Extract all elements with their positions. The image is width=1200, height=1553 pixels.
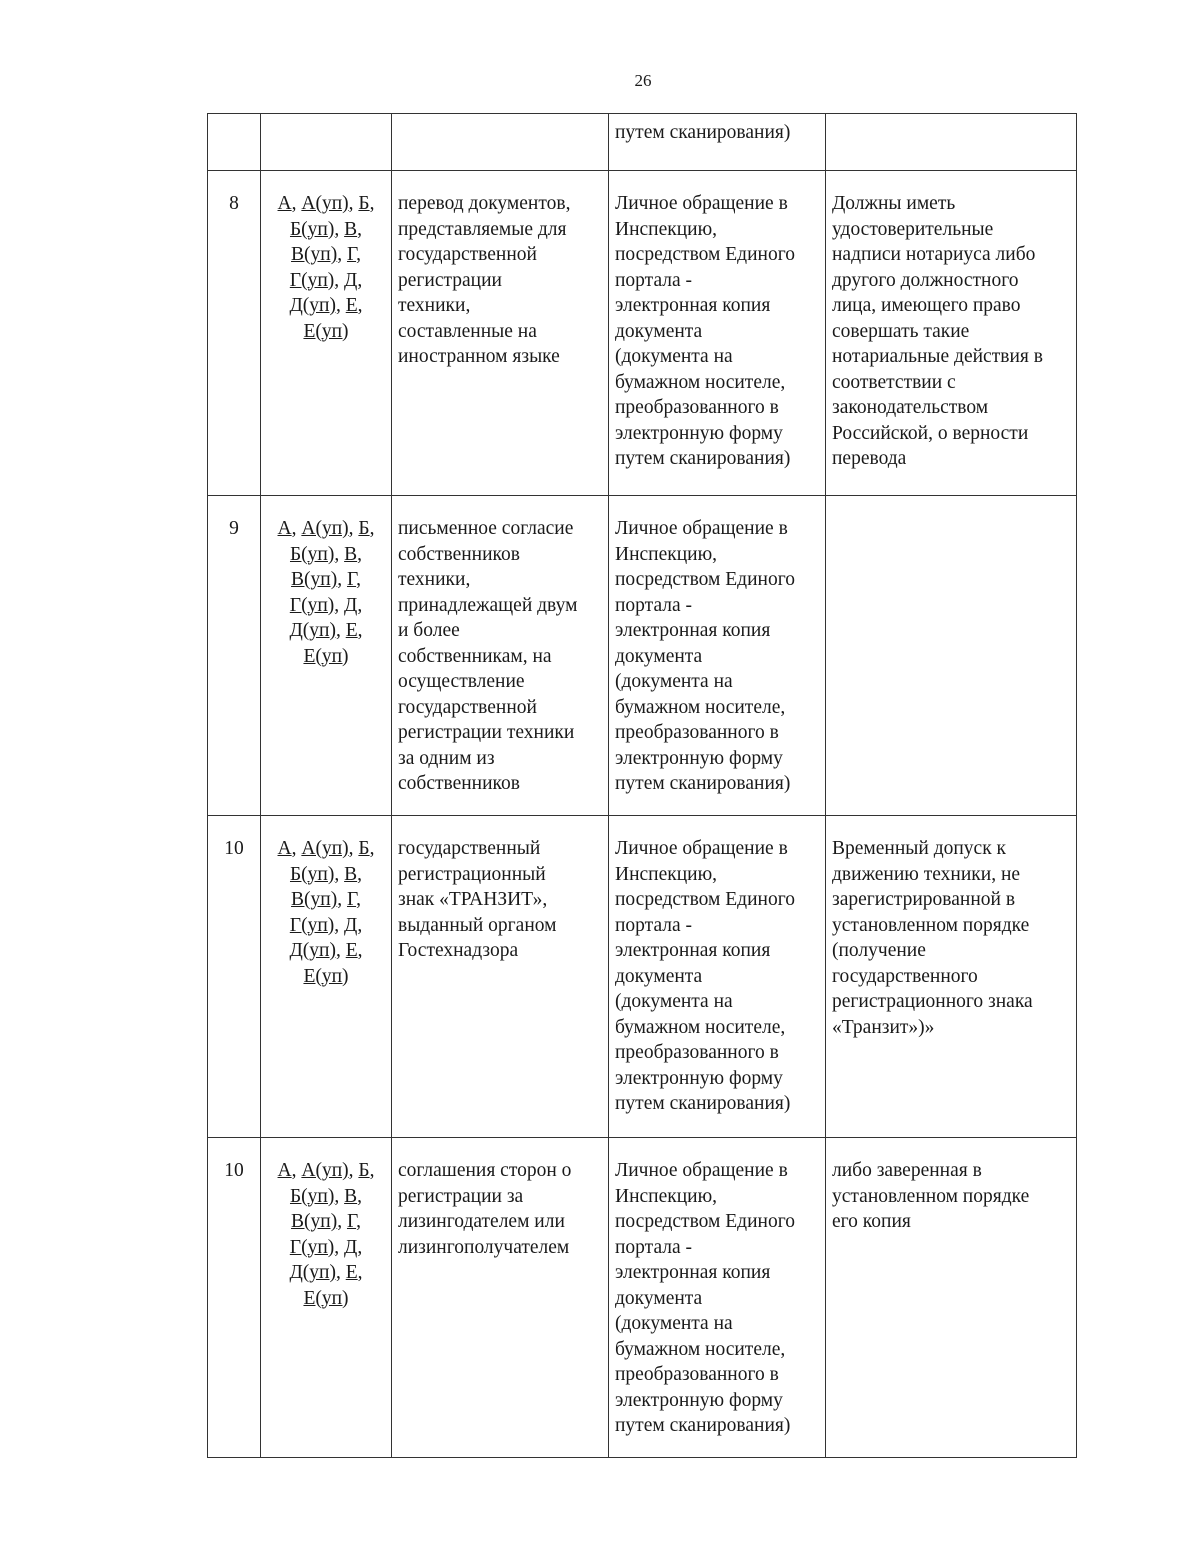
category-link[interactable]: Б: [358, 193, 370, 214]
category-line: [261, 516, 391, 542]
category-link[interactable]: Е: [345, 1262, 358, 1283]
category-link[interactable]: Д(уп): [289, 940, 336, 961]
method-text: Личное обращение в Инспекцию, посредством Единого портала - электронная копия документа (документа на бумажном носителе, преобразованного в электронную форму путем сканирования): [615, 518, 795, 794]
table-row: [208, 816, 1077, 1138]
method-cell: [609, 171, 826, 496]
category-separator: ,: [348, 518, 359, 539]
category-link[interactable]: Г: [346, 1211, 357, 1232]
category-line: [261, 593, 391, 619]
category-separator: ,: [357, 1262, 363, 1283]
category-line: [261, 319, 391, 345]
category-separator: ,: [334, 863, 345, 885]
category-line: [261, 242, 391, 268]
category-separator: ,: [337, 244, 347, 265]
document-cell: [392, 816, 609, 1138]
category-separator: ,: [356, 569, 361, 590]
category-link[interactable]: Г(уп): [289, 1236, 335, 1258]
category-separator: ,: [357, 620, 363, 641]
category-link[interactable]: Г(уп): [289, 594, 335, 616]
note-cell: [826, 1138, 1077, 1458]
category-link[interactable]: Б: [358, 518, 370, 539]
category-link[interactable]: Г: [346, 244, 357, 265]
category-link[interactable]: Б: [358, 838, 370, 859]
category-link[interactable]: А(уп): [301, 193, 349, 214]
category-separator: ,: [369, 193, 375, 214]
method-cell: [609, 496, 826, 816]
continuation-row: [208, 114, 1077, 171]
category-link[interactable]: Е: [345, 940, 358, 961]
method-text: путем сканирования): [615, 122, 791, 143]
category-link[interactable]: В(уп): [291, 1211, 338, 1232]
note-cell: [826, 496, 1077, 816]
note-text: Должны иметь удостоверительные надписи нотариуса либо другого должностного лица, имеющего право совершать такие нотариальные действия в соответствии с законодательством Российской, о верности перевода: [832, 193, 1043, 469]
category-separator: ,: [369, 518, 375, 539]
category-separator: ,: [357, 543, 362, 565]
category-link[interactable]: В: [344, 863, 358, 885]
document-cell: [392, 171, 609, 496]
category-separator: ,: [357, 269, 363, 291]
row-number: 10: [208, 816, 261, 1138]
category-link[interactable]: А(уп): [301, 518, 349, 539]
category-link[interactable]: В: [344, 1185, 358, 1207]
document-text: государственный регистрационный знак «ТРАНЗИТ», выданный органом Гостехнадзора: [398, 838, 557, 961]
category-separator: ,: [356, 244, 361, 265]
category-separator: ,: [348, 193, 359, 214]
category-separator: ,: [357, 295, 363, 316]
category-separator: ,: [357, 863, 362, 885]
category-separator: ,: [337, 1211, 347, 1232]
category-link[interactable]: Е: [345, 620, 358, 641]
category-separator: ,: [357, 940, 363, 961]
category-link[interactable]: В: [344, 218, 358, 240]
category-line: [261, 567, 391, 593]
note-cell: [826, 114, 1077, 171]
category-separator: ,: [291, 518, 302, 539]
category-link[interactable]: Е(уп): [303, 320, 349, 342]
category-link[interactable]: Г(уп): [289, 914, 335, 936]
category-line: [261, 217, 391, 243]
table-row: [208, 496, 1077, 816]
category-separator: ,: [334, 1185, 345, 1207]
categories-cell: [261, 1138, 392, 1458]
category-separator: ,: [337, 889, 347, 910]
category-separator: ,: [369, 838, 375, 859]
category-separator: ,: [348, 1160, 359, 1181]
category-line: [261, 862, 391, 888]
category-link[interactable]: Д: [344, 269, 358, 291]
category-link[interactable]: А: [277, 1160, 292, 1181]
category-line: [261, 964, 391, 990]
category-separator: ,: [357, 1185, 362, 1207]
document-text: письменное согласие собственников техники, принадлежащей двум и более собственникам, на осуществление государственной регистрации техники за одним из собственников: [398, 518, 578, 794]
category-separator: ,: [334, 594, 344, 616]
document-cell: [392, 1138, 609, 1458]
category-separator: ,: [357, 594, 363, 616]
category-separator: ,: [334, 543, 345, 565]
category-line: [261, 1260, 391, 1286]
category-separator: ,: [334, 218, 345, 240]
category-link[interactable]: Б(уп): [289, 1185, 335, 1207]
category-line: [261, 1209, 391, 1235]
table-row: [208, 171, 1077, 496]
category-link[interactable]: Б(уп): [289, 863, 335, 885]
category-link[interactable]: Б(уп): [289, 543, 335, 565]
category-line: [261, 1286, 391, 1312]
category-separator: ,: [348, 838, 359, 859]
category-link[interactable]: Б(уп): [289, 218, 335, 240]
page-number: 26: [634, 71, 652, 90]
category-line: [261, 836, 391, 862]
category-link[interactable]: В(уп): [291, 889, 338, 910]
category-link[interactable]: Г: [346, 889, 357, 910]
category-link[interactable]: А: [277, 518, 292, 539]
category-separator: ,: [291, 1160, 302, 1181]
document-cell: [392, 114, 609, 171]
category-link[interactable]: Г: [346, 569, 357, 590]
category-separator: ,: [335, 1262, 346, 1283]
category-separator: ,: [335, 620, 346, 641]
category-line: [261, 618, 391, 644]
category-line: [261, 1184, 391, 1210]
category-link[interactable]: Е(уп): [303, 965, 349, 987]
category-link[interactable]: Д(уп): [289, 620, 336, 641]
category-link[interactable]: Д(уп): [289, 295, 336, 316]
category-link[interactable]: Г(уп): [289, 269, 335, 291]
category-link[interactable]: А(уп): [301, 838, 349, 859]
category-separator: ,: [356, 1211, 361, 1232]
category-link[interactable]: Д: [344, 914, 358, 936]
category-separator: ,: [337, 569, 347, 590]
note-text: Временный допуск к движению техники, не зарегистрированной в установленном порядке (получение государственного регистрационного знака «Транзит»)»: [832, 838, 1033, 1038]
note-cell: [826, 816, 1077, 1138]
category-separator: ,: [356, 889, 361, 910]
row-number: 9: [208, 496, 261, 816]
category-link[interactable]: А: [277, 193, 292, 214]
category-line: [261, 887, 391, 913]
category-separator: ,: [357, 218, 362, 240]
method-cell: [609, 1138, 826, 1458]
category-link[interactable]: Б: [358, 1160, 370, 1181]
category-line: [261, 913, 391, 939]
note-text: либо заверенная в установленном порядке его копия: [832, 1160, 1030, 1232]
category-link[interactable]: А(уп): [301, 1160, 349, 1181]
note-cell: [826, 171, 1077, 496]
category-separator: ,: [335, 940, 346, 961]
requirements-table: [207, 113, 1077, 1458]
table-row: [208, 1138, 1077, 1458]
category-link[interactable]: В(уп): [291, 244, 338, 265]
category-link[interactable]: Д: [344, 594, 358, 616]
category-link[interactable]: Е(уп): [303, 1287, 349, 1309]
method-cell: [609, 816, 826, 1138]
method-text: Личное обращение в Инспекцию, посредством Единого портала - электронная копия документа (документа на бумажном носителе, преобразованного в электронную форму путем сканирования): [615, 838, 795, 1114]
category-separator: ,: [357, 1236, 363, 1258]
method-text: Личное обращение в Инспекцию, посредством Единого портала - электронная копия документа (документа на бумажном носителе, преобразованного в электронную форму путем сканирования): [615, 1160, 795, 1436]
category-line: [261, 1158, 391, 1184]
category-separator: ,: [369, 1160, 375, 1181]
document-cell: [392, 496, 609, 816]
category-line: [261, 644, 391, 670]
category-link[interactable]: Д(уп): [289, 1262, 336, 1283]
category-line: [261, 268, 391, 294]
categories-cell: [261, 816, 392, 1138]
category-link[interactable]: В(уп): [291, 569, 338, 590]
category-line: [261, 1235, 391, 1261]
document-text: перевод документов, представляемые для государственной регистрации техники, составленные на иностранном языке: [398, 193, 571, 367]
category-separator: ,: [291, 838, 302, 859]
category-separator: ,: [291, 193, 302, 214]
category-separator: ,: [335, 295, 346, 316]
category-link[interactable]: Е: [345, 295, 358, 316]
category-line: [261, 542, 391, 568]
categories-cell: [261, 114, 392, 171]
category-separator: ,: [357, 914, 363, 936]
category-separator: ,: [334, 1236, 344, 1258]
document-text: соглашения сторон о регистрации за лизингодателем или лизингополучателем: [398, 1160, 572, 1258]
categories-cell: [261, 496, 392, 816]
category-line: [261, 293, 391, 319]
category-line: [261, 938, 391, 964]
category-separator: ,: [334, 269, 344, 291]
num-cell: [208, 114, 261, 171]
method-text: Личное обращение в Инспекцию, посредством Единого портала - электронная копия документа (документа на бумажном носителе, преобразованного в электронную форму путем сканирования): [615, 193, 795, 469]
category-line: [261, 191, 391, 217]
category-link[interactable]: В: [344, 543, 358, 565]
category-link[interactable]: А: [277, 838, 292, 859]
category-separator: ,: [334, 914, 344, 936]
method-cell: [609, 114, 826, 171]
row-number: 10: [208, 1138, 261, 1458]
categories-cell: [261, 171, 392, 496]
category-link[interactable]: Е(уп): [303, 645, 349, 667]
row-number: 8: [208, 171, 261, 496]
category-link[interactable]: Д: [344, 1236, 358, 1258]
